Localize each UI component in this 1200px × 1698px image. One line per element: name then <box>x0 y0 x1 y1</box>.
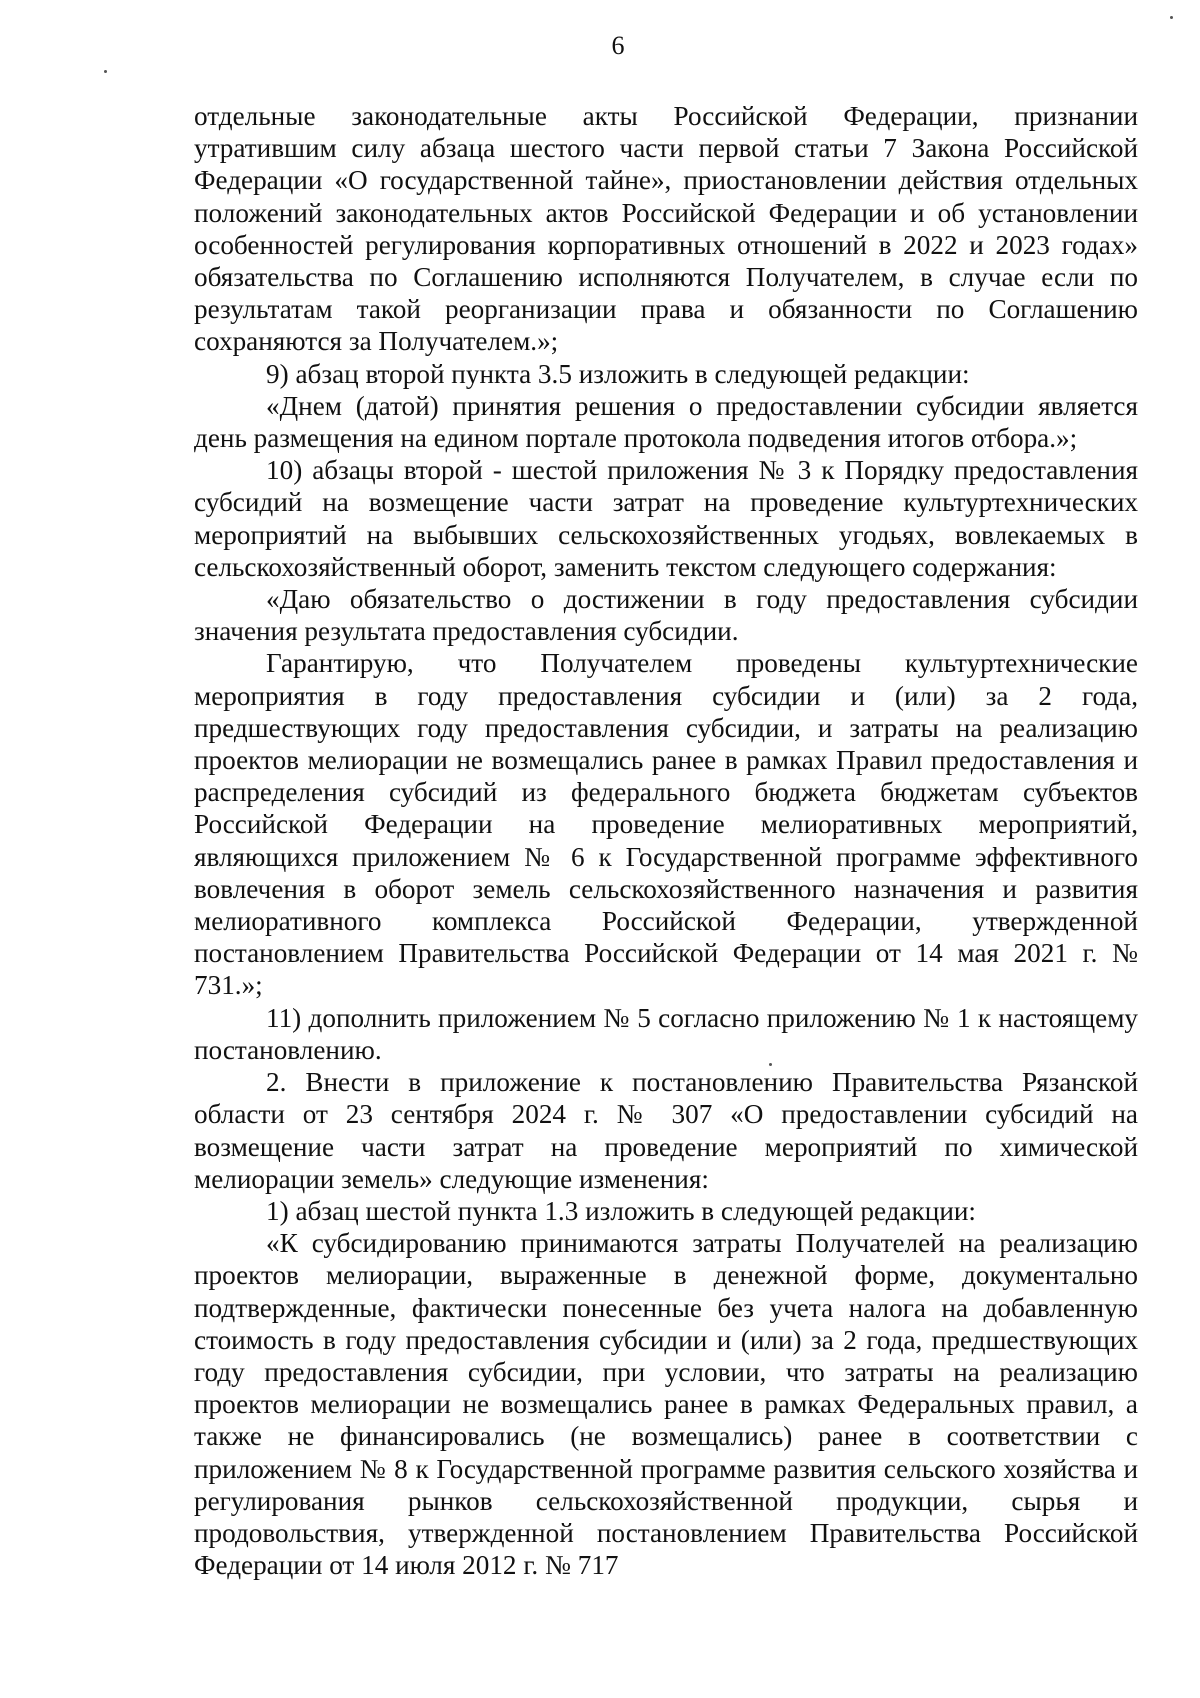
paragraph: 11) дополнить приложением № 5 согласно приложению № 1 к настоящему постановлению. <box>194 1002 1138 1065</box>
paragraph: отдельные законодательные акты Российской Федерации, признании утратившим силу абзаца шестого части первой статьи 7 Закона Российской Федерации «О государственной тайне», приостановлении действия отдельных положений законодательных актов Российской Федерации и об установлении особенностей регулирования корпоративных отношений в 2022 и 2023 годах» обязательства по Соглашению исполняются Получателем, в случае если по результатам такой реорганизации права и обязанности по Соглашению сохраняются за Получателем.»; <box>194 101 1138 357</box>
paragraph: «Даю обязательство о достижении в году предоставления субсидии значения результата предоставления субсидии. <box>194 584 1138 647</box>
paragraph: 10) абзацы второй - шестой приложения № 3 к Порядку предоставления субсидий на возмещение части затрат на проведение культуртехнических мероприятий на выбывших сельскохозяйственных угодьях, вовлекаемых в сельскохозяйственный оборот, заменить текстом следующего содержания: <box>194 455 1138 582</box>
paragraph: 1) абзац шестой пункта 1.3 изложить в следующей редакции: <box>266 1195 976 1226</box>
paragraph: «К субсидированию принимаются затраты Получателей на реализацию проектов мелиорации, выраженные в денежной форме, документально подтвержденные, фактически понесенные без учета налога на добавленную стоимость в году предоставления субсидии и (или) за 2 года, предшествующих году предоставления субсидии, при условии, что затраты на реализацию проектов мелиорации не возмещались ранее в рамках Федеральных правил, а также не финансировались (не возмещались) ранее в соответствии с приложением № 8 к Государственной программе развития сельского хозяйства и регулирования рынков сельскохозяйственной продукции, сырья и продовольствия, утвержденной постановлением Правительства Российской Федерации от 14 июля 2012 г. № 717 <box>194 1228 1138 1581</box>
paragraph: 2. Внести в приложение к постановлению Правительства Рязанской области от 23 сентября 2024 г. № 307 «О предоставлении субсидий на возмещение части затрат на проведение мероприятий по химической мелиорации земель» следующие изменения: <box>194 1067 1138 1194</box>
paragraph: 9) абзац второй пункта 3.5 изложить в следующей редакции: <box>266 358 970 389</box>
scan-speck <box>769 1063 772 1066</box>
paragraph: «Днем (датой) принятия решения о предоставлении субсидии является день размещения на едином портале протокола подведения итогов отбора.»; <box>194 390 1138 454</box>
page-number: 6 <box>611 31 625 60</box>
paragraph: Гарантирую, что Получателем проведены культуртехнические мероприятия в году предоставления субсидии и (или) за 2 года, предшествующих году предоставления субсидии, и затраты на реализацию проектов мелиорации не возмещались ранее в рамках Правил предоставления и распределения субсидий из федерального бюджета бюджетам субъектов Российской Федерации на проведение мелиоративных мероприятий, являющихся приложением № 6 к Государственной программе эффективного вовлечения в оборот земель сельскохозяйственного назначения и развития мелиоративного комплекса Российской Федерации, утвержденной постановлением Правительства Российской Федерации от 14 мая 2021 г. № 731.»; <box>194 648 1138 1001</box>
scan-speck <box>1170 16 1173 19</box>
scan-speck <box>104 70 107 73</box>
document-body <box>194 100 1138 1581</box>
